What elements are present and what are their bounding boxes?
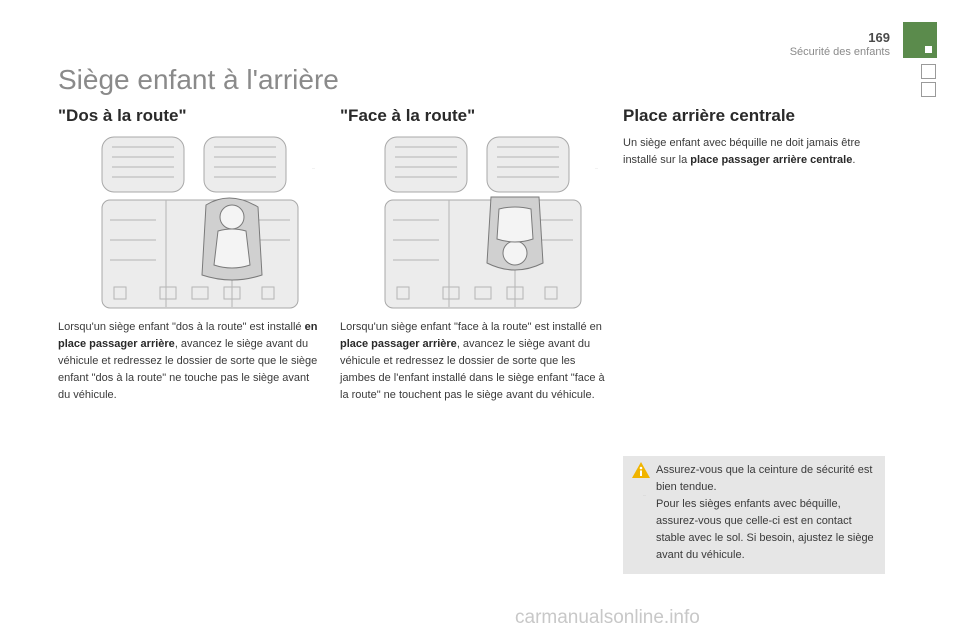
paragraph-emphasis: en place passager arrière [58,321,318,350]
watermark: carmanualsonline.info [515,607,700,628]
seat-diagram-illustration [383,135,583,310]
rear-facing-paragraph [58,319,320,404]
chapter-tab-box [921,64,936,79]
paragraph-emphasis: place passager arrière centrale [690,154,853,166]
info-line: Pour les sièges enfants avec béquille, assurez-vous que celle-ci est en contact stable avec le sol. Si besoin, ajustez le siège avant du véhicule. [656,498,874,561]
page-title: Siège enfant à l'arrière [58,64,339,95]
paragraph-text: . [852,154,856,166]
chapter-tab-box [921,82,936,97]
paragraph-text: , avancez le siège avant du véhicule et redressez le dossier de sorte que les jambes de l'enfant installé dans le siège enfant "face à la route" ne touchent pas le siège avant du véhicule. [340,338,605,401]
paragraph-text: , avancez le siège avant du véhicule et redressez le dossier de sorte que le siège enfant "dos à la route" ne touche pas le siège avant du véhicule. [58,338,318,401]
chapter-tab [903,22,937,58]
note-reference: ... [643,492,647,497]
paragraph-text: Lorsqu'un siège enfant "dos à la route" est installé [58,321,305,333]
forward-facing-seat-figure [383,135,599,310]
info-line: Assurez-vous que la ceinture de sécurité est bien tendue. [656,464,873,493]
page-number: 169 [868,30,890,45]
figure-reference: ... [595,165,599,170]
rear-center-heading: Place arrière centrale [623,106,796,125]
forward-facing-paragraph [340,319,605,404]
paragraph-emphasis: place passager arrière [340,338,457,350]
section-name: Sécurité des enfants [789,46,890,58]
info-icon [631,461,651,479]
paragraph-text: Lorsqu'un siège enfant "face à la route" est installé en [340,321,602,333]
forward-facing-heading: "Face à la route" [340,106,476,125]
rear-facing-heading: "Dos à la route" [58,106,187,125]
rear-center-paragraph [623,135,873,169]
info-text [656,462,876,564]
rear-facing-seat-figure [100,135,316,310]
info-note [623,456,885,574]
chapter-tab-mark [925,46,932,53]
seat-diagram-illustration [100,135,300,310]
figure-reference: ... [312,165,316,170]
paragraph-text: Un siège enfant avec béquille ne doit jamais être installé sur la [623,137,861,166]
